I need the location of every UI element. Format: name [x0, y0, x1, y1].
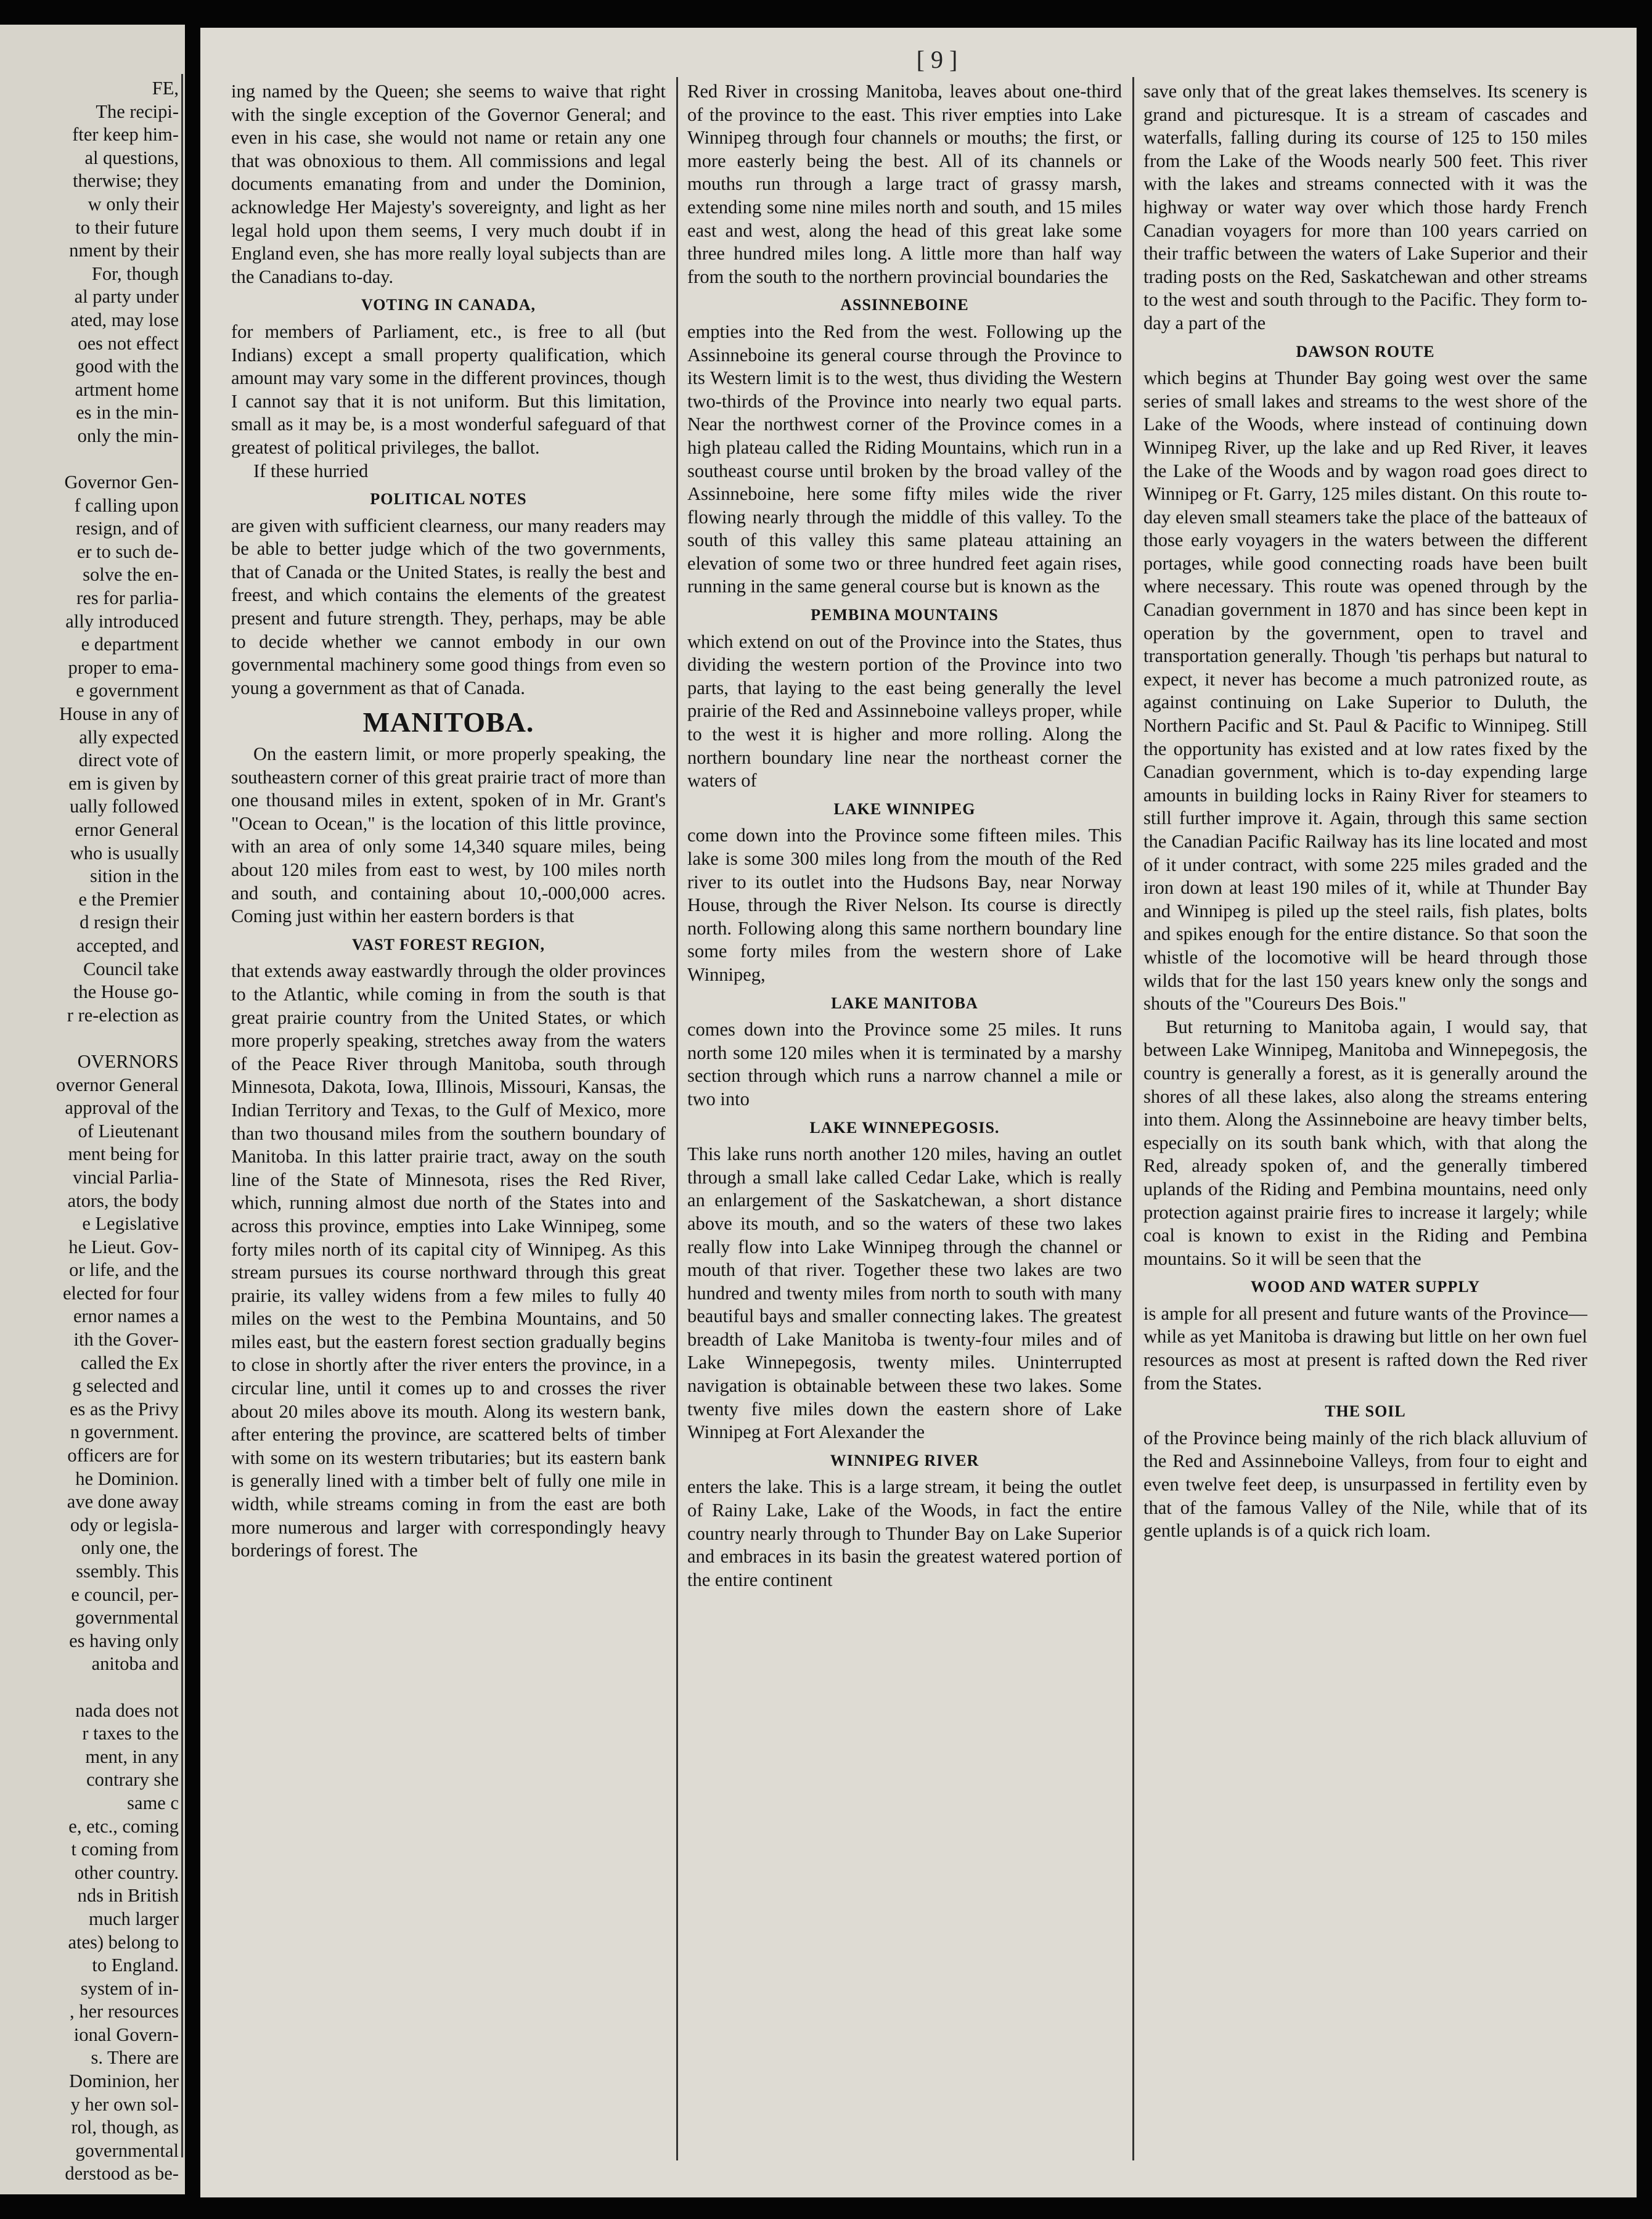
fragment-line: e council, per- [71, 1584, 179, 1605]
fragment-line: , her resources [70, 2001, 179, 2022]
fragment-line: ates) belong to [68, 1931, 179, 1953]
fragment-line: ave done away [67, 1491, 179, 1513]
fragment-line: ssembly. This [76, 1561, 179, 1582]
fragment-line: ually followed [69, 796, 179, 817]
paragraph: empties into the Red from the west. Following up the Assinneboine its general course through the Province to its Western limit is to the west, thus dividing the Western two-thirds of the Province into nearly two equal parts. Near the northwest corner of the Province comes in a high plateau called the Riding Mountains, which run in a southeast course until broken by the broad valley of the Assinneboine, here some fifty miles wide the river flowing nearly through the middle of this valley. To the south of this valley this same plateau attaining an elevation of some two or three hundred feet again rises, running in the same general course but is known as the [687, 321, 1122, 597]
fragment-line: For, though [91, 263, 179, 284]
paragraph: which begins at Thunder Bay going west over the same series of small lakes and streams to the west shore of the Lake of the Woods, where instead of continuing down Winnipeg River, up the lake and up Red River, it leaves the Lake of the Woods and by wagon road goes direct to Winnipeg or Ft. Garry, 125 miles distant. On this route to-day eleven small steamers take the place of the batteaux of those early voyagers in the waters between the different portages, while good connecting roads have been built where necessary. This route was opened through by the Canadian government in 1870 and has since been kept in operation by the government, open to travel and transportation generally. Though 'tis perhaps but natural to expect, it never has become a much patronized route, as against continuing on Lake Superior to Duluth, the Northern Pacific and St. Paul & Pacific to Winnipeg. Still the opportunity has existed and at low rates fixed by the Canadian government, which is to-day expending large amounts in building locks in Rainy River for steamers to still further improve it. Again, through this same section the Canadian Pacific Railway has its line located and most of it under contract, with some 225 miles graded and the iron down at least 190 miles of it, while at Thunder Bay and Winnipeg is piled up the steel rails, fish plates, bolts and spikes enough for the entire distance. So that soon the whistle of the locomotive will be heard through those wilds that for the last 150 years knew only the songs and shouts of the "Coureurs Des Bois." [1143, 367, 1587, 1015]
paragraph: is ample for all present and future wants of the Province—while as yet Manitoba is drawing but little on her own fuel resources as most at present is rafted down the Red river from the States. [1143, 1302, 1587, 1394]
fragment-line: ody or legisla- [70, 1514, 179, 1535]
column-1 [231, 80, 666, 2157]
fragment-line: much larger [89, 1908, 179, 1929]
fragment-line: es as the Privy [69, 1398, 179, 1420]
fragment-line: approval of the [65, 1097, 179, 1119]
fragment-line: accepted, and [76, 934, 179, 956]
fragment-line: of Lieutenant [78, 1120, 179, 1142]
fragment-line: the House go- [73, 981, 179, 1003]
paragraph: comes down into the Province some 25 miles. It runs north some 120 miles when it is terminated by a marshy section through which runs a narrow channel a mile or two into [687, 1019, 1122, 1110]
fragment-line: ally introduced [65, 610, 179, 632]
fragment-line: e government [76, 680, 179, 701]
section-heading: WOOD AND WATER SUPPLY [1250, 1278, 1481, 1296]
section-heading: LAKE WINNIPEG [833, 799, 976, 818]
fragment-line: anitoba and [91, 1653, 179, 1675]
fragment-line: artment home [75, 378, 179, 400]
fragment-line: derstood as be- [65, 2163, 179, 2184]
fragment-line: contrary she [86, 1769, 179, 1791]
section-heading: VOTING IN CANADA, [361, 296, 536, 314]
newspaper-page [200, 28, 1637, 2197]
fragment-line: oes not effect [78, 332, 179, 354]
fragment-line: direct vote of [78, 750, 179, 771]
fragment-line: s. There are [91, 2047, 179, 2069]
paragraph: This lake runs north another 120 miles, having an outlet through a small lake called Cedar Lake, which is really an enlargement of the Saskatchewan, a short distance above its mouth, and so the waters of these two lakes really flow into Lake Winnipeg through the channel or mouth of that river. Together these two lakes are two hundred and twenty miles from north to south with many beautiful bays and smaller connecting lakes. The greatest breadth of Lake Manitoba is twenty-four miles and of Lake Winnepegosis, twenty miles. Uninterrupted navigation is obtainable between these two lakes. Some twenty five miles down the eastern shore of Lake Winnipeg at Fort Alexander the [687, 1143, 1122, 1443]
fragment-line: or life, and the [69, 1259, 179, 1281]
fragment-line: called the Ex [80, 1352, 179, 1373]
fragment-line: ment, in any [85, 1746, 179, 1767]
fragment-line: w only their [88, 193, 179, 215]
paragraph: save only that of the great lakes themselves. Its scenery is grand and picturesque. It is a stream of cascades and waterfalls, falling during its course of 125 to 150 miles from the Lake of the Woods nearly 500 feet. This river with the lakes and streams connected with it was the highway or water way over which those hardy French Canadian voyagers for more than 100 years carried on their traffic between the waters of Lake Superior and their trading posts on the Red, Saskatchewan and other streams to the west and south through to the Pacific. They form to-day a part of the [1143, 81, 1587, 333]
paragraph: On the eastern limit, or more properly speaking, the southeastern corner of this great prairie tract of more than one thousand miles in extent, spoken of in Mr. Grant's "Ocean to Ocean," is the location of this little province, with an area of only some 14,340 square miles, being about 120 miles from east to west, by 100 miles north and south, and containing about 10,-000,000 acres. Coming just within her eastern borders is that [231, 743, 666, 927]
fragment-line: e, etc., coming [68, 1815, 179, 1837]
fragment-line: solve the en- [83, 564, 179, 586]
fragment-line: f calling upon [74, 494, 179, 516]
fragment-line: n government. [70, 1421, 179, 1443]
fragment-line: es having only [69, 1630, 179, 1651]
fragment-line: Council take [83, 958, 179, 979]
fragment-line: ment being for [68, 1143, 179, 1165]
fragment-line: same c [127, 1792, 179, 1813]
fragment-line: he Dominion. [75, 1468, 179, 1489]
fragment-line: er to such de- [76, 541, 179, 562]
paragraph: for members of Parliament, etc., is free to all (but Indians) except a small property qualification, which amount may vary some in the different provinces, though I cannot say that it is not uniform. But this limitation, small as it may be, is a most wonderful safeguard of that greatest of political privileges, the ballot. [231, 321, 666, 458]
fragment-line: ernor names a [73, 1306, 179, 1327]
fragment-line: ated, may lose [70, 309, 179, 330]
page-number: [ 9 ] [916, 46, 958, 73]
fragment-line: only the min- [77, 425, 179, 446]
fragment-line: e Legislative [82, 1213, 179, 1235]
fragment-line: system of in- [80, 1977, 179, 1999]
fragment-line: y her own sol- [70, 2093, 179, 2115]
paragraph: come down into the Province some fifteen miles. This lake is some 300 miles long from the mouth of the Red river to its outlet into the Hudsons Bay, near Norway House, through the River Nelson. Its course is directly north. Following along this same northern boundary line some forty miles from the western shore of Lake Winnipeg, [687, 825, 1122, 985]
fragment-line [6, 1676, 179, 1699]
fragment-line: ional Govern- [73, 2024, 179, 2045]
fragment-line: House in any of [59, 703, 179, 725]
fragment-line: OVERNORS [77, 1050, 179, 1072]
section-heading: POLITICAL NOTES [370, 490, 527, 509]
fragment-line: ith the Gover- [73, 1329, 179, 1351]
column-rule-1 [676, 77, 678, 2160]
column-rule-2 [1132, 77, 1134, 2160]
paragraph: If these hurried [253, 460, 369, 481]
fragment-line: overnor General [56, 1074, 179, 1095]
section-heading: DAWSON ROUTE [1296, 342, 1435, 361]
fragment-line: FE, [152, 78, 179, 99]
section-heading: PEMBINA MOUNTAINS [811, 606, 999, 624]
fragment-line: nada does not [75, 1699, 179, 1721]
fragment-line: resign, and of [76, 518, 179, 539]
section-heading: LAKE WINNEPEGOSIS. [809, 1118, 1000, 1137]
fragment-line: r re-election as [67, 1004, 179, 1026]
paragraph: are given with sufficient clearness, our many readers may be able to better judge which of the two governments, that of Canada or the United States, is really the best and freest, and which contains the elements of the greatest present and future strength. They, perhaps, may be able to decide whether we cannot embody in our own governmental machinery some good things from even so young a government as that of Canada. [231, 515, 666, 698]
fragment-line: The recipi- [96, 100, 179, 122]
paragraph: ing named by the Queen; she seems to waive that right with the single exception of the Governor General; and even in his case, she would not name or retain any one that was obnoxious to them. All commissions and legal documents emanating from and under the Dominion, acknowledge Her Majesty's sovereignty, and light as her legal hold upon them seems, I very much doubt if in England even, she has more really loyal subjects than are the Canadians to-day. [231, 81, 666, 287]
fragment-line: e the Premier [78, 888, 179, 910]
column-3 [1143, 80, 1587, 2157]
fragment-line: t coming from [71, 1839, 179, 1860]
fragment-line: al party under [74, 286, 179, 308]
section-heading: WINNIPEG RIVER [830, 1451, 979, 1469]
fragment-line: al questions, [84, 147, 179, 168]
fragment-line: other country. [74, 1861, 179, 1883]
adjacent-page-fragment [0, 25, 185, 2194]
paragraph: of the Province being mainly of the rich black alluvium of the Red and Assinneboine Valleys, from four to eight and even twelve feet deep, is unsurpassed in fertility even by that of the famous Valley of the Nile, while that of its gentle uplands is of a quick rich loam. [1143, 1427, 1587, 1542]
main-heading: MANITOBA. [362, 706, 534, 738]
fragment-line: nds in British [77, 1885, 179, 1906]
column-2 [687, 80, 1122, 2157]
section-heading: VAST FOREST REGION, [351, 935, 546, 954]
fragment-line: Governor Gen- [64, 472, 179, 493]
fragment-line: d resign their [80, 912, 179, 933]
section-heading: ASSINNEBOINE [840, 296, 969, 314]
fragment-line: governmental [75, 2139, 179, 2161]
section-heading: THE SOIL [1325, 1402, 1406, 1421]
fragment-line: to their future [75, 216, 179, 238]
fragment-line [6, 1027, 179, 1050]
fragment-line: proper to ema- [68, 656, 179, 678]
fragment-line: ally expected [79, 726, 179, 748]
fragment-line [6, 448, 179, 472]
fragment-line: em is given by [68, 772, 179, 794]
fragment-line: good with the [75, 356, 179, 377]
left-page-rule [181, 74, 183, 2157]
fragment-line: nment by their [69, 240, 179, 261]
section-heading: LAKE MANITOBA [831, 994, 978, 1012]
fragment-line: r taxes to the [82, 1723, 179, 1744]
fragment-line: he Lieut. Gov- [68, 1236, 179, 1257]
fragment-line: res for parlia- [76, 587, 179, 609]
fragment-line: Dominion, her [69, 2070, 179, 2092]
fragment-line: es in the min- [76, 402, 179, 423]
paragraph: But returning to Manitoba again, I would say, that between Lake Winnipeg, Manitoba and Winnepegosis, the country is generally a forest, as it is generally around the shores of all these lakes, also along the streams entering into them. Along the Assinneboine are heavy timber belts, especially on its south bank which, with that along the Red, already spoken of, and the generally timbered uplands of the Riding and Pembina mountains, need only protection against prairie fires to increase it largely; while coal is known to exist in the Riding and Pembina mountains. So it will be seen that the [1143, 1016, 1587, 1269]
paragraph: enters the lake. This is a large stream, it being the outlet of Rainy Lake, Lake of the Woods, in fact the entire country nearly through to Thunder Bay on Lake Superior and embraces in its basin the greatest watered portion of the entire continent [687, 1476, 1122, 1590]
fragment-line: rol, though, as [71, 2117, 179, 2138]
fragment-line: to England. [92, 1955, 179, 1976]
fragment-line: only one, the [81, 1537, 179, 1559]
fragment-line: officers are for [67, 1445, 179, 1466]
fragment-line: sition in the [89, 865, 179, 887]
paragraph: which extend on out of the Province into the States, thus dividing the western portion of the Province into two parts, that laying to the east being generally the level prairie of the Red and Assinneboine valleys proper, while to the west it is higher and more rolling. Along the northern boundary line near the northeast corner the waters of [687, 631, 1122, 791]
fragment-line: elected for four [63, 1282, 179, 1304]
paragraph: Red River in crossing Manitoba, leaves about one-third of the province to the east. This river empties into Lake Winnipeg through four channels or mouths; the first, or more easterly being the best. All of its channels or mouths run through a large tract of grassy marsh, extending some nine miles north and south, and 15 miles east and west, along the head of this great lake some three hundred miles long. A little more than half way from the south to the northern provincial boundaries the [687, 81, 1122, 287]
fragment-line: fter keep him- [72, 124, 179, 145]
paragraph: that extends away eastwardly through the older provinces to the Atlantic, while coming in from the south is that great prairie country from the United States, or which more properly speaking, stretches away from the waters of the Peace River through Manitoba, south through Minnesota, Dakota, Iowa, Illinois, Missouri, Kansas, the Indian Territory and Texas, to the Gulf of Mexico, more than two thousand miles from the southern boundary of Manitoba. In this latter prairie tract, away on the south line of the State of Minnesota, rises the Red River, which, running almost due north of the States into and across this province, empties into Lake Winnipeg, some forty miles north of its capital city of Winnipeg. As this stream pursues its course northward through this great prairie, its valley widens from a few miles to fully 40 miles on the west to the Pembina Mountains, and 50 miles east, but the eastern forest section gradually begins to close in shortly after the river enters the province, in a circular line, until it comes up to and crosses the river about 20 miles above its mouth. Along its western bank, after entering the province, are scattered belts of timber with some on its western tributaries; but its eastern bank is generally lined with a timber belt of fully one mile in width, while streams coming in from the east are both more numerous and larger with correspondingly heavy borderings of forest. The [231, 960, 666, 1561]
left-fragment-column [6, 77, 179, 2184]
fragment-line: who is usually [70, 842, 179, 864]
fragment-line: g selected and [72, 1375, 179, 1397]
fragment-line: e department [81, 634, 179, 655]
fragment-line: vincial Parlia- [73, 1166, 179, 1188]
fragment-line: governmental [75, 1607, 179, 1628]
fragment-line: therwise; they [73, 170, 179, 192]
fragment-line: ernor General [75, 819, 179, 840]
fragment-line: ators, the body [67, 1190, 179, 1211]
